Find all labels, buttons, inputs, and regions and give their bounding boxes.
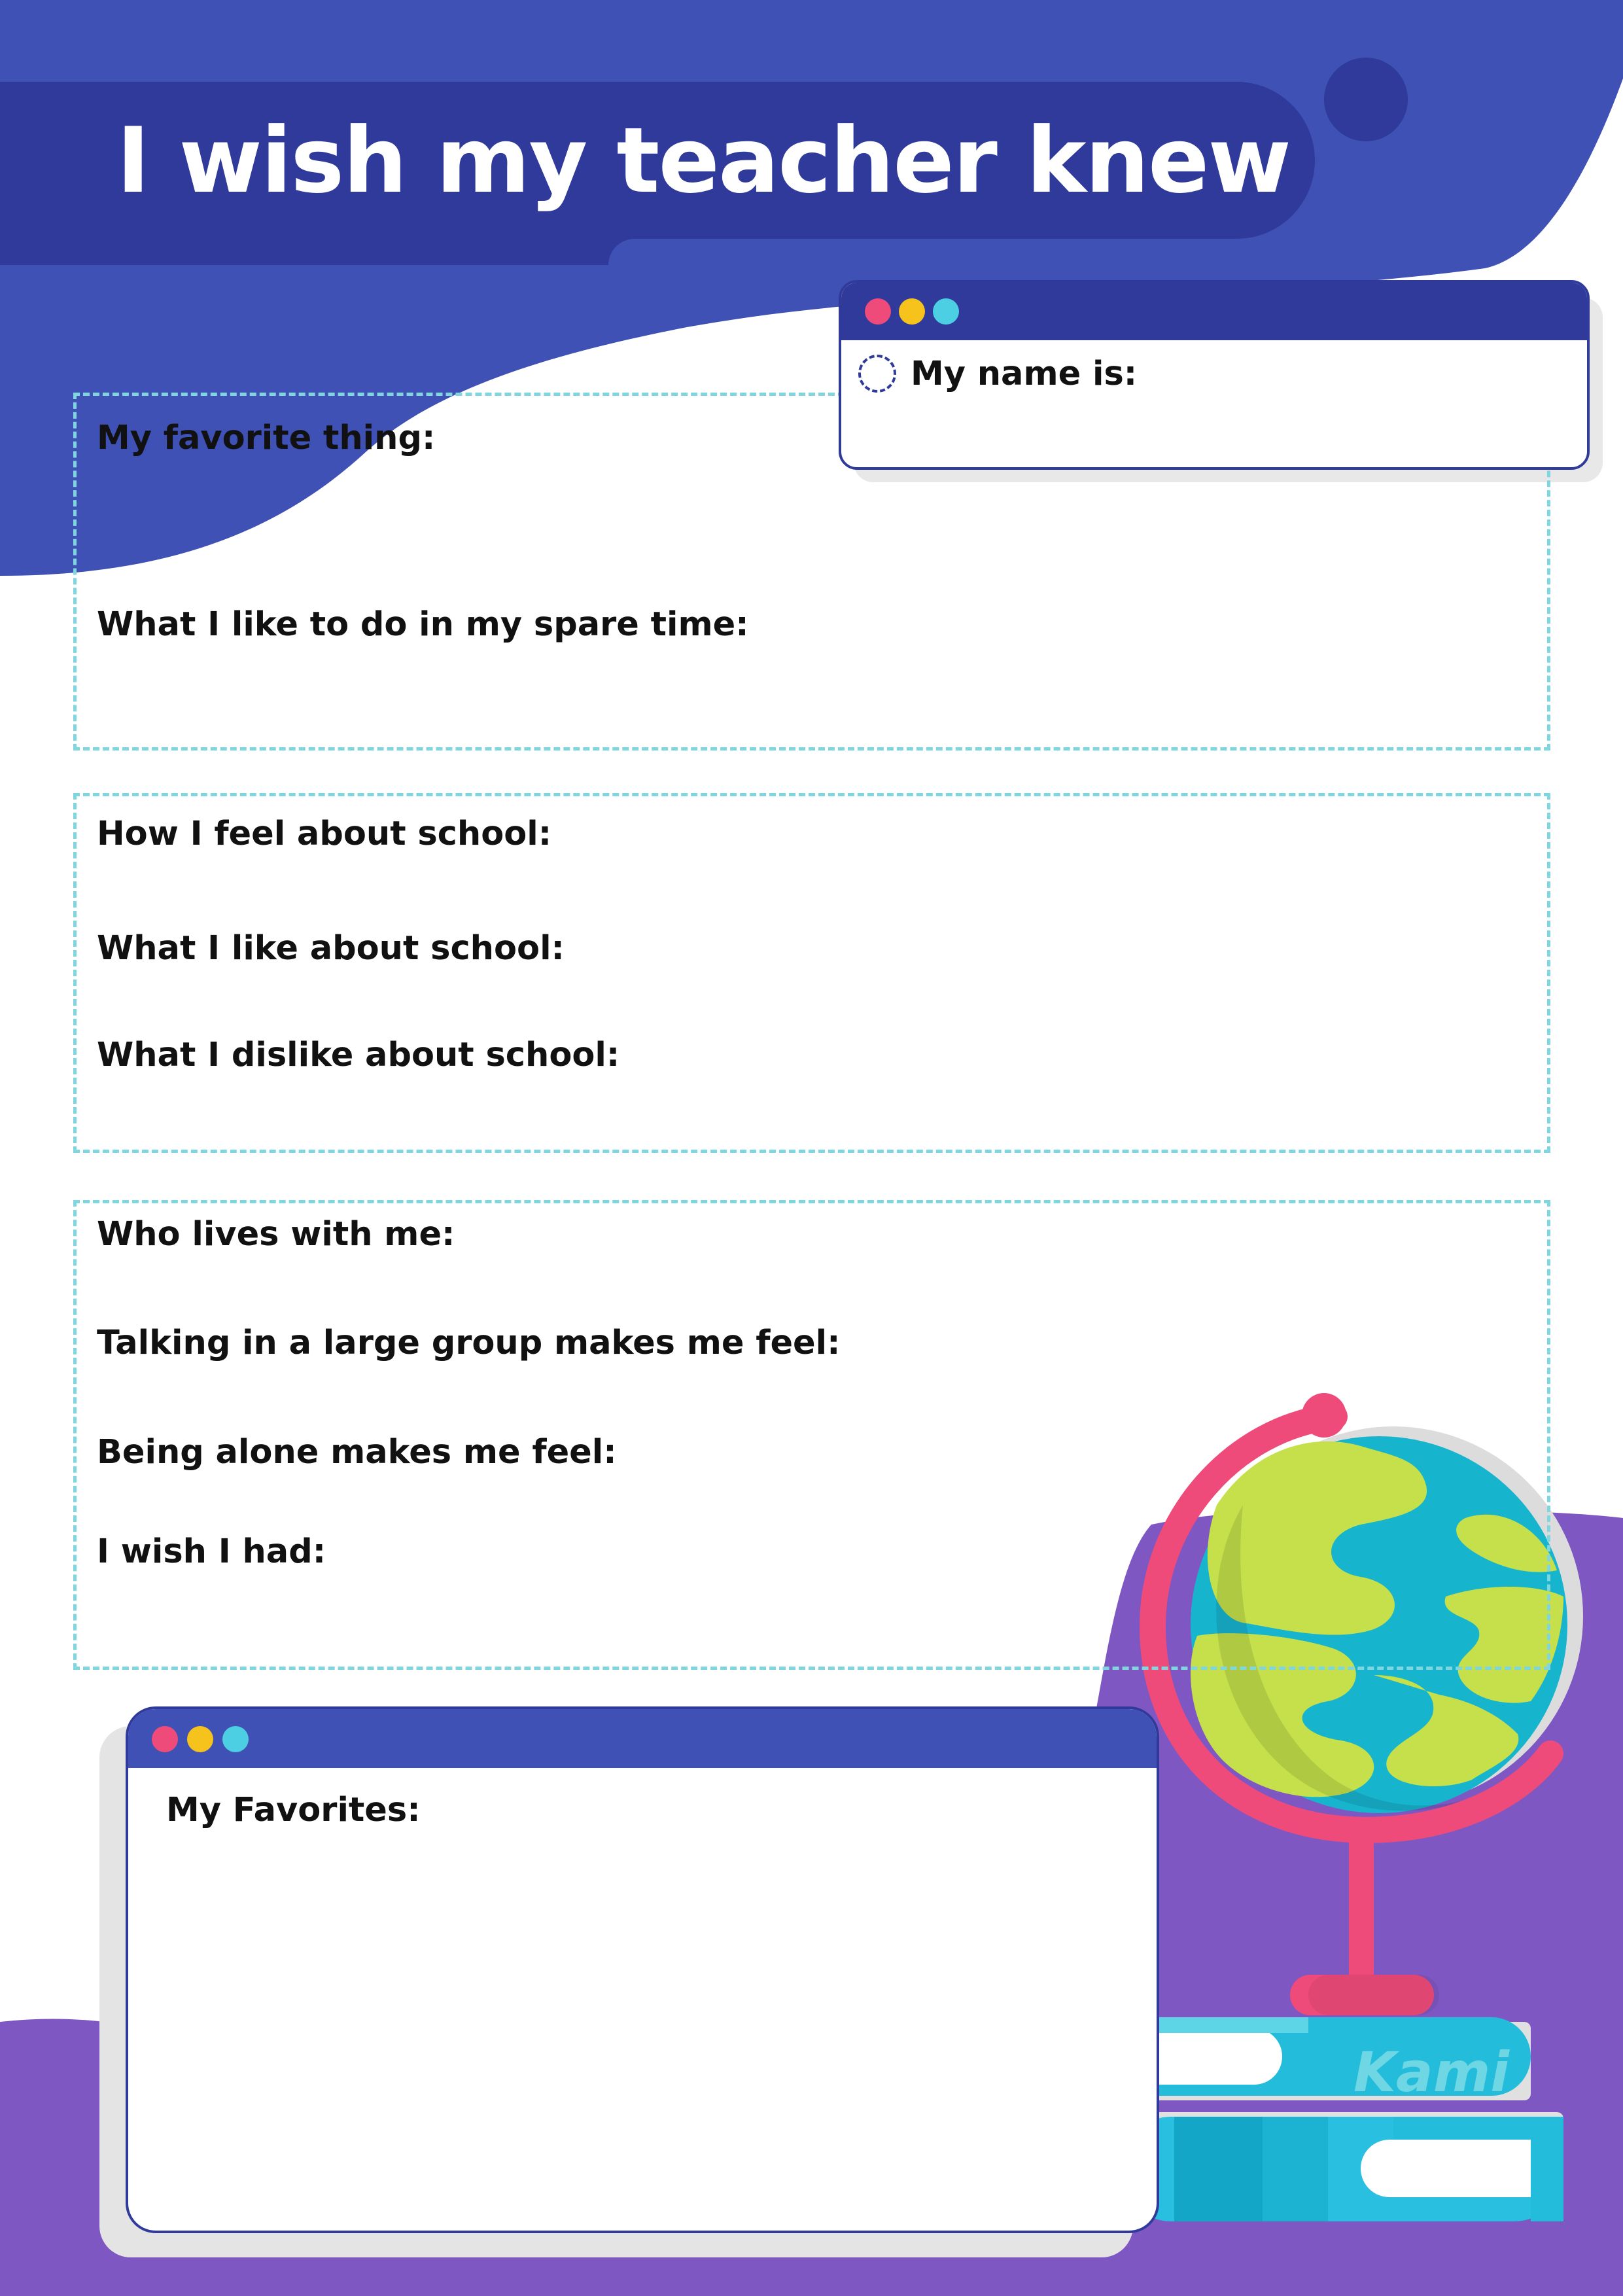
name-window[interactable]: [839, 280, 1590, 470]
favorites-label: My Favorites:: [166, 1791, 421, 1829]
kami-logo: Kami: [1353, 2040, 1510, 2104]
favorite-thing-label: My favorite thing:: [97, 419, 436, 457]
lives-with-label: Who lives with me:: [97, 1215, 455, 1254]
spare-time-label: What I like to do in my spare time:: [97, 605, 749, 644]
like-school-label: What I like about school:: [97, 929, 565, 968]
name-window-titlebar: [841, 283, 1587, 340]
maximize-dot-icon: [222, 1726, 249, 1752]
minimize-dot-icon: [899, 298, 925, 325]
alone-label: Being alone makes me feel:: [97, 1433, 617, 1472]
wish-had-label: I wish I had:: [97, 1532, 326, 1571]
close-dot-icon: [152, 1726, 178, 1752]
maximize-dot-icon: [933, 298, 959, 325]
minimize-dot-icon: [187, 1726, 213, 1752]
name-label: My name is:: [911, 355, 1138, 393]
dislike-school-label: What I dislike about school:: [97, 1036, 620, 1074]
close-dot-icon: [865, 298, 891, 325]
loading-circle-icon: [858, 355, 896, 393]
favorites-window[interactable]: [126, 1706, 1159, 2233]
large-group-label: Talking in a large group makes me feel:: [97, 1324, 841, 1362]
page-title: I wish my teacher knew: [116, 107, 1290, 213]
favorites-window-titlebar: [128, 1709, 1157, 1768]
feel-school-label: How I feel about school:: [97, 815, 552, 853]
